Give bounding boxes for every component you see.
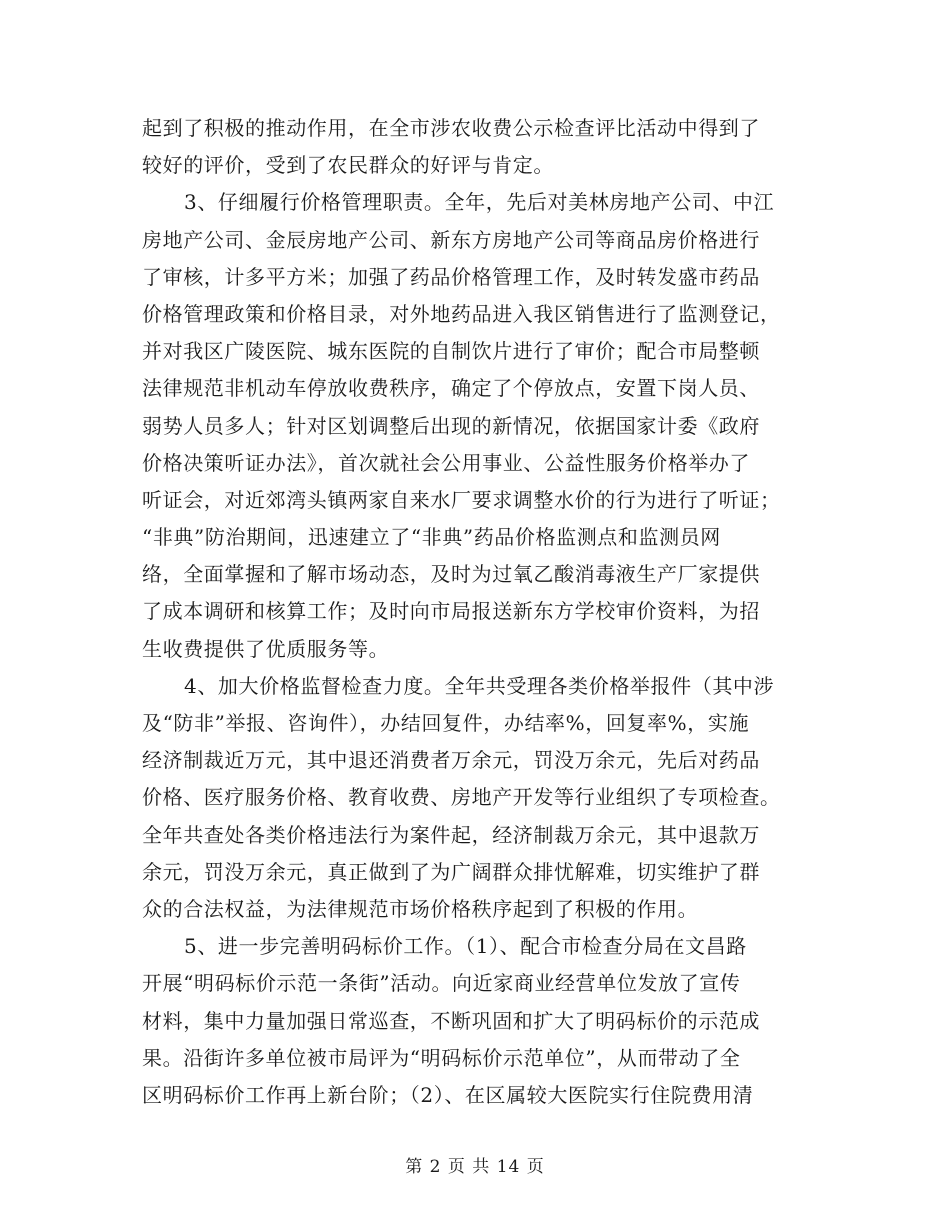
text-line: 区明码标价工作再上新台阶；（2）、在区属较大医院实行住院费用清 bbox=[142, 1082, 754, 1107]
text-line: 房地产公司、金辰房地产公司、新东方房地产公司等商品房价格进行 bbox=[142, 227, 760, 252]
text-line: 价格管理政策和价格目录，对外地药品进入我区销售进行了监测登记， bbox=[142, 301, 781, 326]
text-line: 果。沿街许多单位被市局评为“明码标价示范单位”，从而带动了全 bbox=[142, 1045, 741, 1070]
text-line: 弱势人员多人；针对区划调整后出现的新情况，依据国家计委《政府 bbox=[142, 413, 760, 438]
text-line: 余元，罚没万余元，真正做到了为广阔群众排忧解难，切实维护了群 bbox=[142, 859, 760, 884]
text-line: 价格、医疗服务价格、教育收费、房地产开发等行业组织了专项检查。 bbox=[142, 785, 781, 810]
document-body bbox=[142, 110, 810, 1114]
text-line: 价格决策听证办法》，首次就社会公用事业、公益性服务价格举办了 bbox=[142, 450, 750, 475]
text-line: 众的合法权益，为法律规范市场价格秩序起到了积极的作用。 bbox=[142, 896, 699, 921]
page-footer: 第 2 页 共 14 页 bbox=[405, 1157, 545, 1177]
text-line: 听证会，对近郊湾头镇两家自来水厂要求调整水价的行为进行了听证； bbox=[142, 487, 781, 512]
text-line: 较好的评价，受到了农民群众的好评与肯定。 bbox=[142, 153, 554, 178]
text-line: 5、进一步完善明码标价工作。（1）、配合市检查分局在文昌路 bbox=[184, 934, 747, 959]
text-line: “非典”防治期间，迅速建立了“非典”药品价格监测点和监测员网 bbox=[142, 525, 721, 550]
text-line: 4、加大价格监督检查力度。全年共受理各类价格举报件（其中涉 bbox=[184, 673, 775, 698]
text-line: 及“防非”举报、咨询件），办结回复件，办结率%，回复率%，实施 bbox=[142, 711, 750, 735]
text-line: 经济制裁近万元，其中退还消费者万余元，罚没万余元，先后对药品 bbox=[142, 748, 760, 773]
text-line: 法律规范非机动车停放收费秩序，确定了个停放点，安置下岗人员、 bbox=[142, 376, 760, 401]
text-line: 并对我区广陵医院、城东医院的自制饮片进行了审价；配合市局整顿 bbox=[142, 339, 760, 364]
text-line: 全年共查处各类价格违法行为案件起，经济制裁万余元，其中退款万 bbox=[142, 822, 760, 847]
text-line: 了成本调研和核算工作；及时向市局报送新东方学校审价资料，为招 bbox=[142, 599, 760, 624]
text-line: 生收费提供了优质服务等。 bbox=[142, 636, 390, 661]
text-line: 3、仔细履行价格管理职责。全年，先后对美林房地产公司、中江 bbox=[184, 190, 775, 215]
text-line: 材料，集中力量加强日常巡查，不断巩固和扩大了明码标价的示范成 bbox=[142, 1008, 760, 1033]
text-line: 络，全面掌握和了解市场动态，及时为过氧乙酸消毒液生产厂家提供 bbox=[142, 562, 760, 587]
text-line: 了审核，计多平方米；加强了药品价格管理工作，及时转发盛市药品 bbox=[142, 264, 760, 289]
text-line: 开展“明码标价示范一条街”活动。向近家商业经营单位发放了宣传 bbox=[142, 971, 741, 996]
text-line: 起到了积极的推动作用，在全市涉农收费公示检查评比活动中得到了 bbox=[142, 116, 760, 140]
